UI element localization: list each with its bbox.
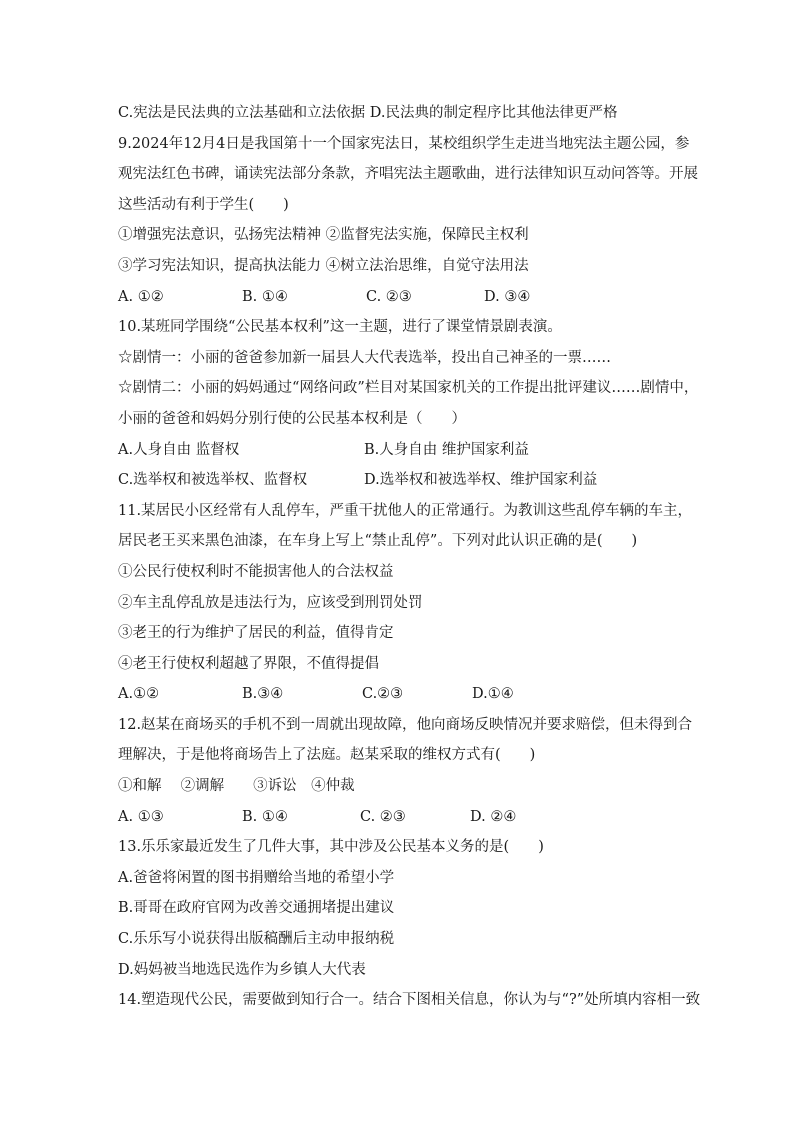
q9-option-d[interactable]: D. ③④ — [484, 288, 531, 305]
q9-stem-line: 这些活动有利于学生( ) — [118, 196, 289, 213]
q11-option-c[interactable]: C.②③ — [362, 686, 404, 703]
q11-stem-line: 居民老王买来黑色油漆，在车身上写上“禁止乱停”。下列对此认识正确的是( ) — [118, 533, 638, 550]
q9-stem-line: 9.2024年12月4日是我国第十一个国家宪法日，某校组织学生走进当地宪法主题公园，参 — [118, 135, 690, 152]
q10-stem-line: ☆剧情一：小丽的爸爸参加新一届县人大代表选举，投出自己神圣的一票…… — [118, 349, 611, 366]
q9-stem-line: 观宪法红色书碑，诵读宪法部分条款，齐唱宪法主题歌曲，进行法律知识互动问答等。开展 — [118, 166, 698, 183]
q12-options — [118, 802, 698, 833]
q13-option-c[interactable]: C.乐乐写小说获得出版稿酬后主动申报纳税 — [118, 931, 395, 948]
q12-option-d[interactable]: D. ②④ — [470, 808, 517, 825]
q10-option-a[interactable]: A.人身自由 监督权 — [118, 441, 240, 458]
question-9 — [118, 129, 698, 313]
q11-stem-line: 11.某居民小区经常有人乱停车，严重干扰他人的正常通行。为教训这些乱停车辆的车主， — [118, 502, 693, 519]
question-13 — [118, 832, 698, 985]
q9-option-b[interactable]: B. ①④ — [242, 288, 288, 305]
q12-stem-line: 12.赵某在商场买的手机不到一周就出现故障，他向商场反映情况并要求赔偿，但未得到合 — [118, 716, 693, 733]
q11-option-a[interactable]: A.①② — [118, 686, 160, 703]
q11-item-line: ①公民行使权利时不能损害他人的合法权益 — [118, 563, 394, 580]
q8-option-line: C.宪法是民法典的立法基础和立法依据 D.民法典的制定程序比其他法律更严格 — [118, 105, 618, 121]
q11-options — [118, 679, 698, 710]
q13-option-d[interactable]: D.妈妈被当地选民选作为乡镇人大代表 — [118, 961, 366, 978]
q10-stem-line: ☆剧情二：小丽的妈妈通过“网络问政”栏目对某国家机关的工作提出批评建议……剧情中， — [118, 380, 699, 397]
q11-item-line: ③老王的行为维护了居民的利益，值得肯定 — [118, 625, 394, 642]
question-11 — [118, 496, 698, 710]
q13-option-b[interactable]: B.哥哥在政府官网为改善交通拥堵提出建议 — [118, 900, 395, 917]
exam-page — [118, 98, 701, 1016]
question-14 — [118, 985, 701, 1016]
q14-stem-line: 14.塑造现代公民，需要做到知行合一。结合下图相关信息，你认为与“?”处所填内容相一致 — [118, 992, 701, 1009]
q12-stem-line: 理解决，于是他将商场告上了法庭。赵某采取的维权方式有( ) — [118, 747, 536, 764]
question-10 — [118, 312, 698, 496]
q12-option-b[interactable]: B. ①④ — [242, 808, 288, 825]
q13-stem-line: 13.乐乐家最近发生了几件大事，其中涉及公民基本义务的是( ) — [118, 839, 544, 856]
q9-item-line: ③学习宪法知识，提高执法能力 ④树立法治思维，自觉守法用法 — [118, 257, 529, 274]
q10-stem-line: 小丽的爸爸和妈妈分别行使的公民基本权利是（ ） — [118, 410, 466, 427]
q12-option-a[interactable]: A. ①③ — [118, 808, 164, 825]
q9-options — [118, 282, 698, 313]
q9-option-c[interactable]: C. ②③ — [366, 288, 412, 305]
q13-option-a[interactable]: A.爸爸将闲置的图书捐赠给当地的希望小学 — [118, 869, 395, 886]
q12-item-line: ①和解 ②调解 ③诉讼 ④仲裁 — [118, 778, 355, 795]
q9-item-line: ①增强宪法意识，弘扬宪法精神 ②监督宪法实施，保障民主权利 — [118, 227, 529, 244]
question-12 — [118, 710, 698, 832]
q10-stem-line: 10.某班同学围绕“公民基本权利”这一主题，进行了课堂情景剧表演。 — [118, 319, 562, 336]
q10-option-c[interactable]: C.选举权和被选举权、监督权 — [118, 472, 308, 489]
q11-item-line: ②车主乱停乱放是违法行为，应该受到刑罚处罚 — [118, 594, 423, 611]
q11-option-b[interactable]: B.③④ — [242, 686, 284, 703]
q11-item-line: ④老王行使权利超越了界限，不值得提倡 — [118, 655, 379, 672]
q10-option-b[interactable]: B.人身自由 维护国家利益 — [364, 441, 529, 458]
q11-option-d[interactable]: D.①④ — [472, 686, 514, 703]
q10-options-row — [118, 435, 698, 466]
q10-option-d[interactable]: D.选举权和被选举权、维护国家利益 — [364, 472, 598, 489]
q10-options-row — [118, 465, 698, 496]
q12-option-c[interactable]: C. ②③ — [360, 808, 406, 825]
q9-option-a[interactable]: A. ①② — [118, 288, 164, 305]
